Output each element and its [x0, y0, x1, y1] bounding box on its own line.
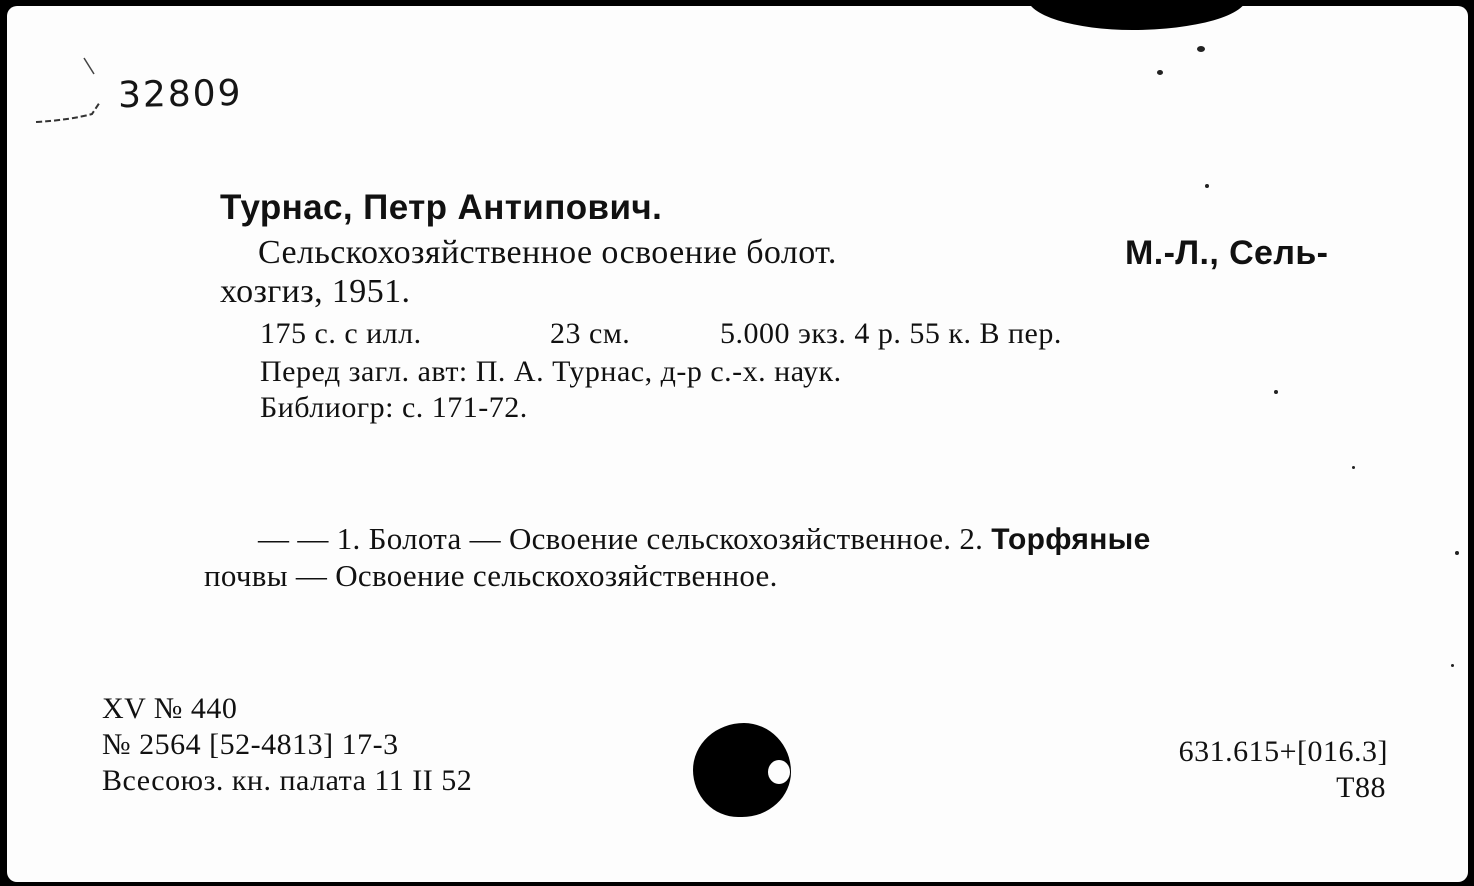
imprint-place: М.-Л., Сель-: [1125, 234, 1329, 272]
speck: [1157, 70, 1163, 75]
punch-hole-notch: [768, 760, 790, 784]
inventory-number: 32809: [117, 72, 243, 117]
speck: [1197, 46, 1205, 52]
subject-headings-line-2: почвы — Освоение сельскохозяйственное.: [204, 558, 778, 593]
series-number: XV № 440: [102, 692, 238, 725]
physical-pages: 175 с. с илл.: [260, 317, 422, 350]
author-heading: Турнас, Петр Антипович.: [220, 188, 663, 227]
speck: [1455, 551, 1459, 555]
subject-headings-line-1: — — 1. Болота — Освоение сельскохозяйственное. 2. Торфяные: [258, 521, 1151, 556]
speck: [1274, 390, 1278, 394]
title-line-2: хозгиз, 1951.: [220, 273, 411, 310]
registration-number: № 2564 [52-4813] 17-3: [102, 728, 399, 761]
title-line-1: Сельскохозяйственное освоение болот.: [258, 234, 837, 271]
speck: [1451, 664, 1454, 667]
chamber-stamp: Всесоюз. кн. палата 11 II 52: [102, 764, 473, 797]
classification-index: 631.615+[016.3]: [1178, 735, 1388, 768]
author-note: Перед загл. авт: П. А. Турнас, д-р с.-х. наук.: [260, 355, 842, 388]
author-mark: Т88: [1336, 771, 1386, 804]
ink-smudge: [1027, 6, 1247, 30]
bibliography-note: Библиогр: с. 171-72.: [260, 391, 528, 424]
copies-price: 5.000 экз. 4 р. 55 к. В пер.: [720, 317, 1062, 350]
physical-size: 23 см.: [550, 317, 631, 350]
speck: [1205, 184, 1209, 188]
speck: [1352, 466, 1355, 469]
